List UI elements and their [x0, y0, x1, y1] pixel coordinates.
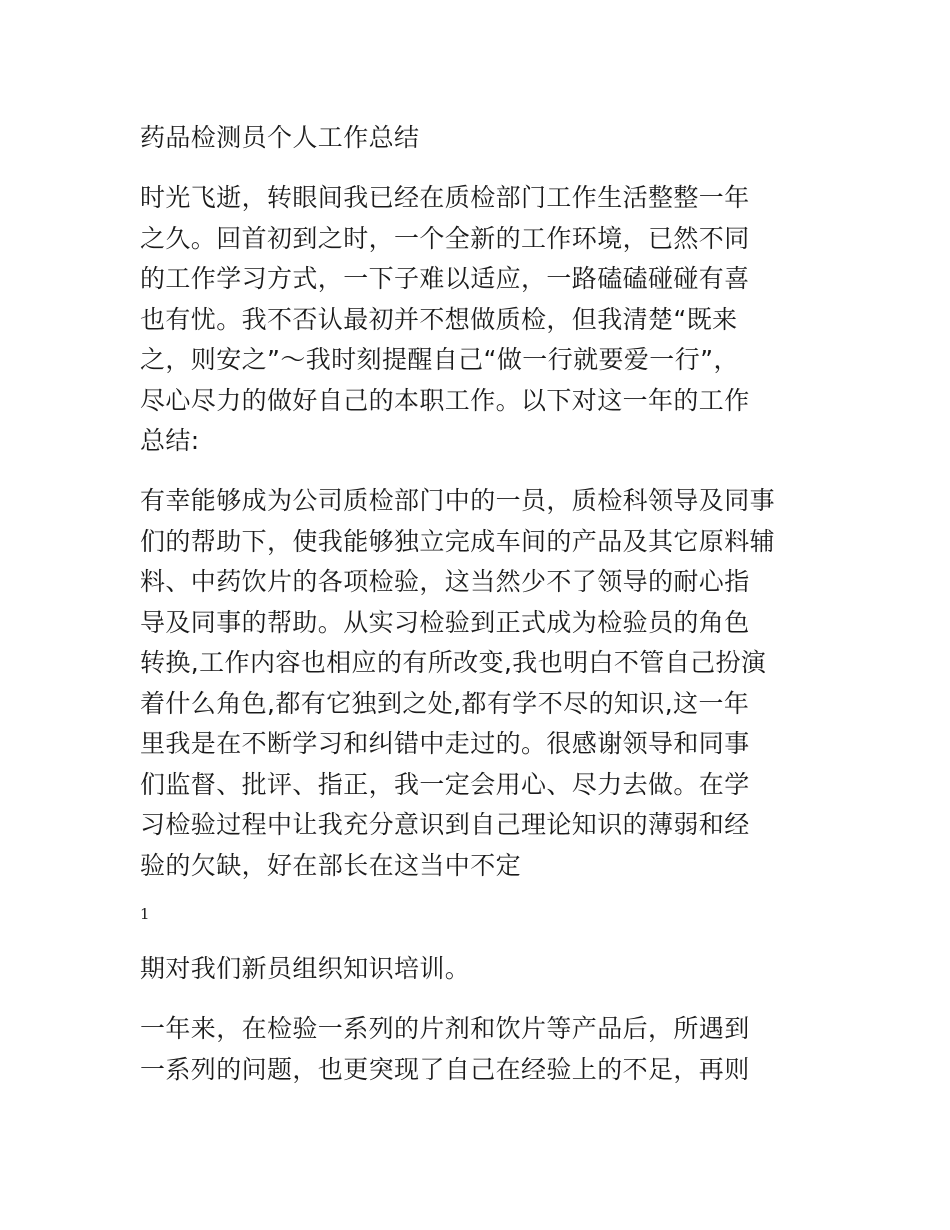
paragraph-line: 着什么角色,都有它独到之处,都有学不尽的知识,这一年	[140, 688, 750, 718]
paragraph-line: 之，则安之”～我时刻提醒自己“做一行就要爱一行”，	[140, 345, 739, 374]
paragraph-continuation	[140, 949, 812, 990]
paragraph-line: 里我是在不断学习和纠错中走过的。很感谢领导和同事	[140, 729, 750, 758]
paragraph-line: 之久。回首初到之时，一个全新的工作环境，已然不同	[140, 223, 750, 253]
paragraph-line: 总结:	[140, 426, 200, 455]
paragraph-line: 尽心尽力的做好自己的本职工作。以下对这一年的工作	[140, 385, 750, 415]
paragraph-line: 也有忧。我不否认最初并不想做质检，但我清楚“既来	[140, 304, 738, 334]
paragraph-year-review	[140, 1009, 812, 1090]
document-title	[140, 118, 812, 159]
paragraph-line: 转换,工作内容也相应的有所改变,我也明白不管自己扮演	[140, 648, 767, 677]
paragraph-line: 料、中药饮片的各项检验，这当然少不了领导的耐心指	[140, 567, 750, 596]
title-text: 药品检测员个人工作总结	[140, 123, 420, 152]
page-number: 1	[140, 905, 150, 923]
paragraph-line: 一年来，在检验一系列的片剂和饮片等产品后，所遇到	[140, 1014, 750, 1043]
paragraph-line: 有幸能够成为公司质检部门中的一员，质检科领导及同事	[140, 486, 776, 515]
paragraph-line: 验的欠缺，好在部长在这当中不定	[140, 850, 522, 880]
paragraph-line: 一系列的问题，也更突现了自己在经验上的不足，再则	[140, 1054, 750, 1084]
paragraph-intro	[140, 178, 812, 462]
paragraph-line: 时光飞逝，转眼间我已经在质检部门工作生活整整一年	[140, 183, 750, 212]
paragraph-line: 的工作学习方式，一下子难以适应，一路磕磕碰碰有喜	[140, 264, 750, 293]
paragraph-line: 期对我们新员组织知识培训。	[140, 954, 471, 983]
paragraph-experience	[140, 481, 812, 886]
paragraph-line: 们的帮助下，使我能够独立完成车间的产品及其它原料辅	[140, 526, 776, 556]
paragraph-line: 导及同事的帮助。从实习检验到正式成为检验员的角色	[140, 607, 750, 637]
paragraph-line: 习检验过程中让我充分意识到自己理论知识的薄弱和经	[140, 810, 750, 839]
paragraph-line: 们监督、批评、指正，我一定会用心、尽力去做。在学	[140, 769, 750, 799]
